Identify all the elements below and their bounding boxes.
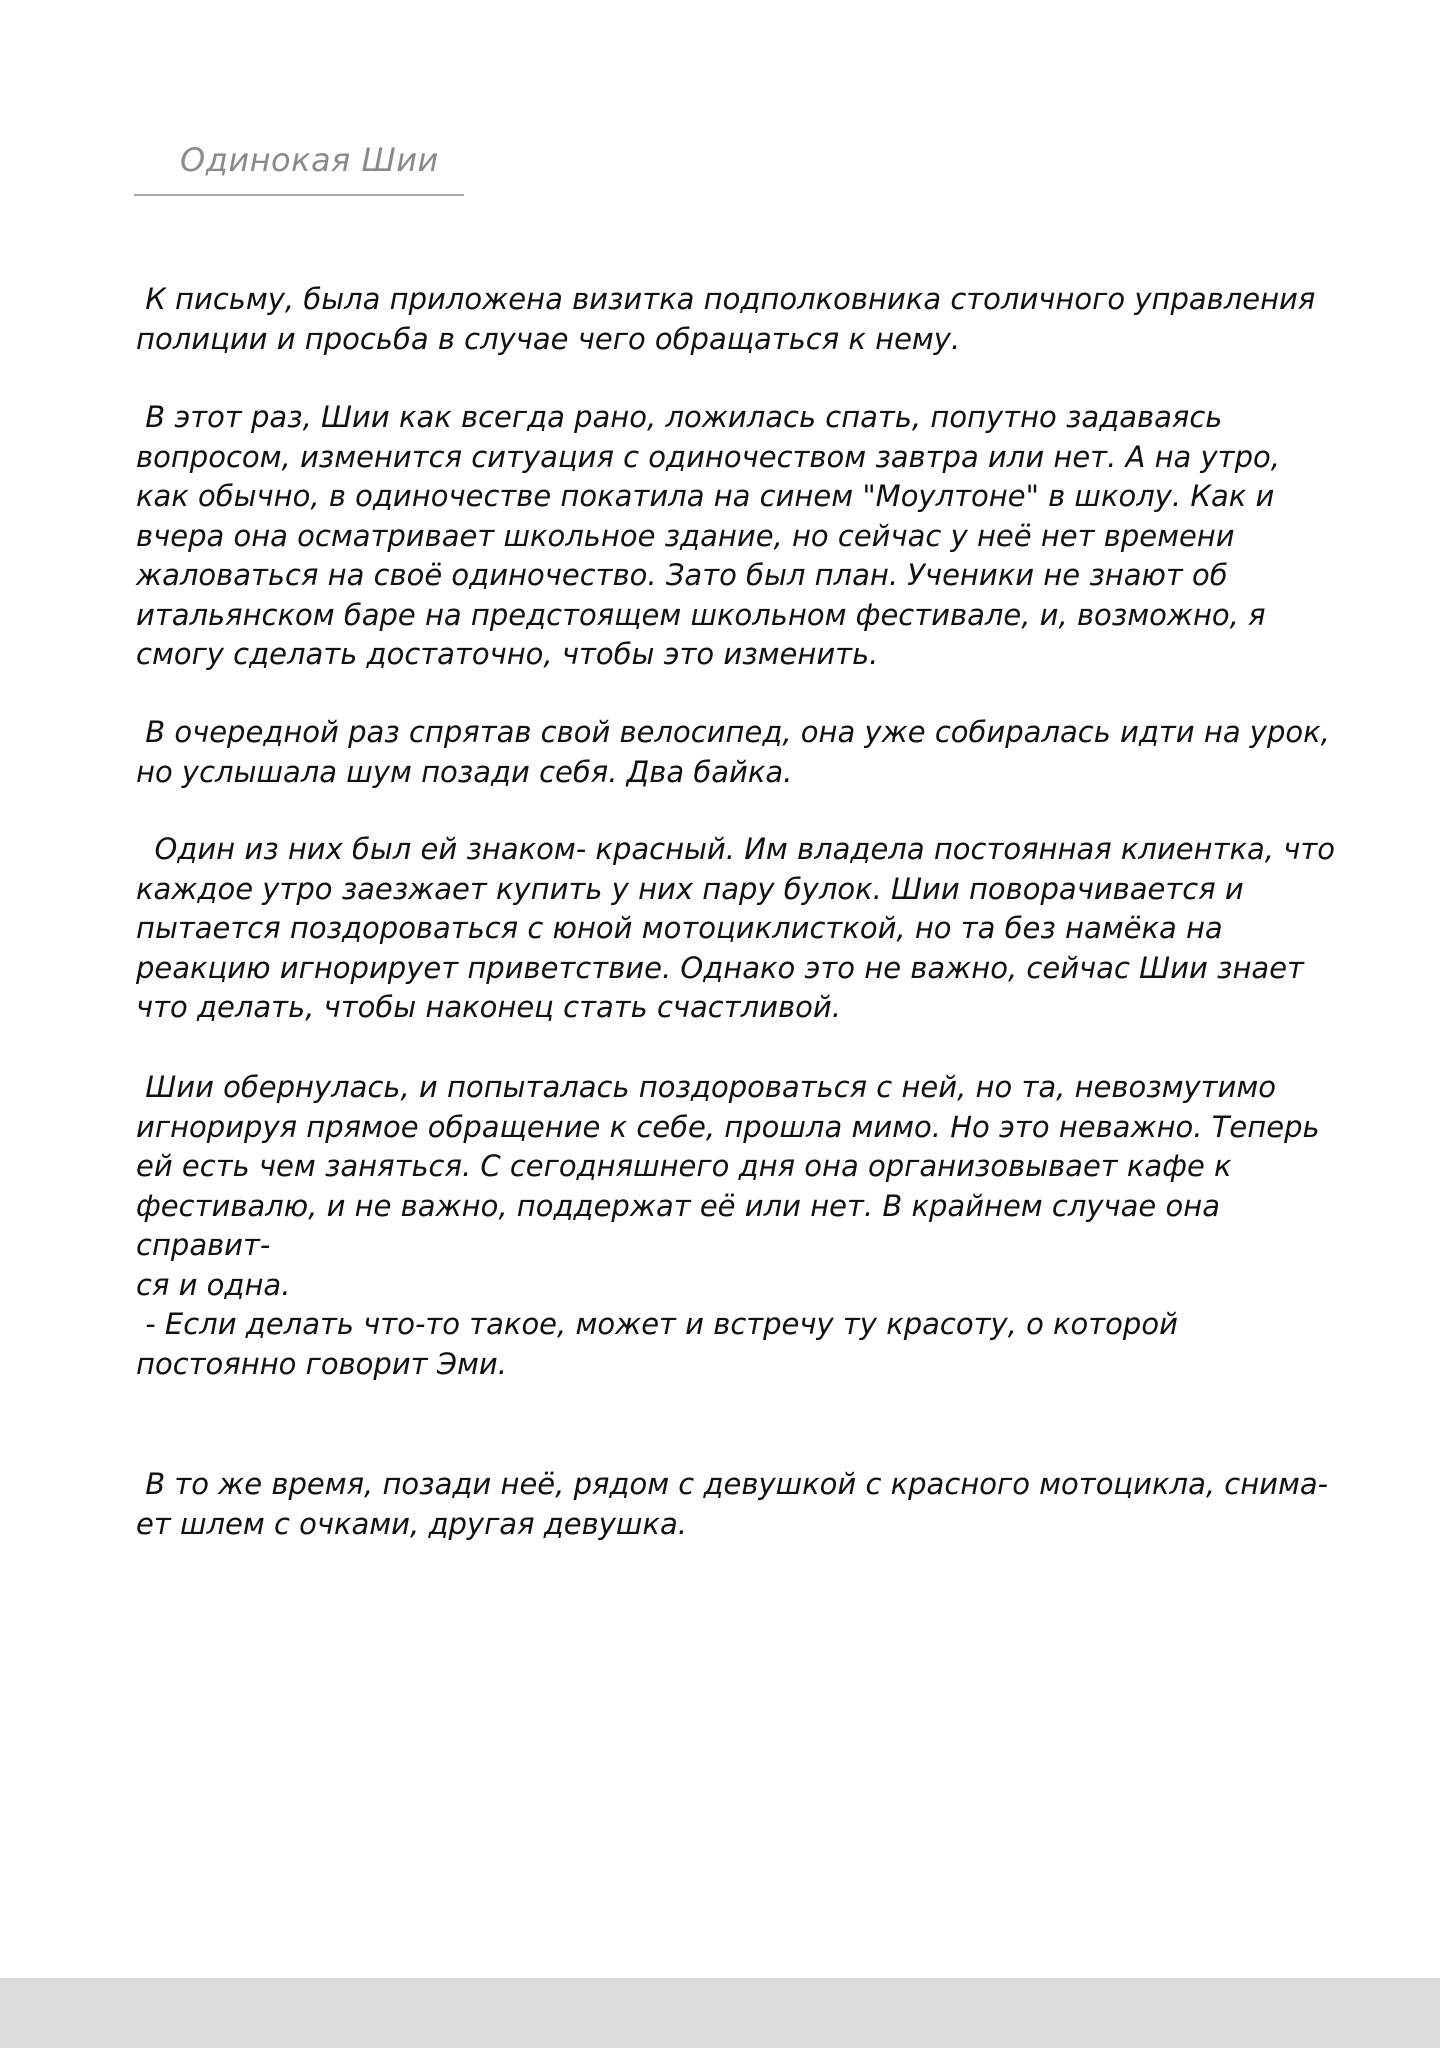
line: Один из них был ей знаком- красный. Им владела постоянная клиентка, что xyxy=(136,832,1335,866)
line: В очередной раз спрятав свой велосипед, она уже собиралась идти на урок, xyxy=(136,715,1330,749)
line: вчера она осматривает школьное здание, но сейчас у неё нет времени xyxy=(136,518,1235,553)
paragraph-6 xyxy=(136,1305,1178,1384)
line: ей есть чем заняться. С сегодняшнего дня она организовывает кафе к xyxy=(136,1149,1232,1183)
line: игнорируя прямое обращение к себе, прошла мимо. Но это неважно. Теперь xyxy=(136,1109,1320,1144)
line: каждое утро заезжает купить у них пару булок. Шии поворачивается и xyxy=(136,871,1244,906)
line: итальянском баре на предстоящем школьном фестивале, и, возможно, я xyxy=(136,597,1266,632)
paragraph-2 xyxy=(136,398,1280,675)
paragraph-4 xyxy=(136,830,1335,1028)
paragraph-3 xyxy=(136,713,1330,792)
paragraph-1 xyxy=(136,280,1315,359)
line: вопросом, изменится ситуация с одиночеством завтра или нет. А на утро, xyxy=(136,439,1280,474)
paragraph-7 xyxy=(136,1465,1328,1544)
line: смогу сделать достаточно, чтобы это изменить. xyxy=(136,637,879,671)
footer-band xyxy=(0,1978,1440,2048)
line: ет шлем с очками, другая девушка. xyxy=(136,1506,687,1541)
line: жаловаться на своё одиночество. Зато был план. Ученики не знают об xyxy=(136,558,1228,592)
line: фестивалю, и не важно, поддержат её или нет. В крайнем случае она справит- xyxy=(136,1188,1230,1262)
line: - Если делать что-то такое, может и встречу ту красоту, о которой xyxy=(136,1307,1178,1341)
line: пытается поздороваться с юной мотоциклисткой, но та без намёка на xyxy=(136,911,1223,945)
line: как обычно, в одиночестве покатила на синем "Моултоне" в школу. Как и xyxy=(136,479,1275,513)
line: что делать, чтобы наконец стать счастливой. xyxy=(136,990,841,1024)
page-header xyxy=(134,138,464,196)
line: реакцию игнорирует приветствие. Однако это не важно, сейчас Шии знает xyxy=(136,950,1304,985)
line: К письму, была приложена визитка подполковника столичного управления xyxy=(136,282,1316,316)
paragraph-5 xyxy=(136,1068,1356,1305)
line: ся и одна. xyxy=(136,1267,291,1302)
line: постоянно говорит Эми. xyxy=(136,1346,507,1381)
line: полиции и просьба в случае чего обращаться к нему. xyxy=(136,321,961,356)
line: В то же время, позади неё, рядом с девушкой с красного мотоцикла, снима- xyxy=(136,1467,1329,1501)
page-title: Одинокая Шии xyxy=(180,141,439,179)
line: но услышала шум позади себя. Два байка. xyxy=(136,754,793,789)
line: В этот раз, Шии как всегда рано, ложилась спать, попутно задаваясь xyxy=(136,400,1223,434)
line: Шии обернулась, и попыталась поздороваться с ней, но та, невозмутимо xyxy=(136,1070,1277,1104)
